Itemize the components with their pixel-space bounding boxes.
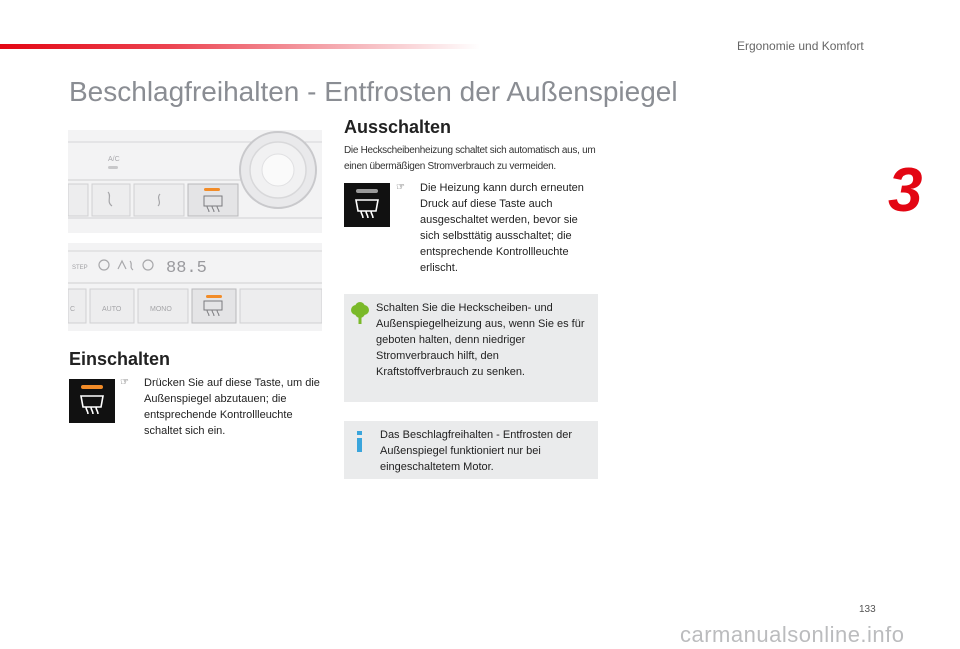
header-accent-bar xyxy=(0,44,480,49)
display-readout: 88.5 xyxy=(166,259,207,278)
ausschalten-heading: Ausschalten xyxy=(344,117,452,137)
info-icon xyxy=(350,429,370,455)
indicator-led-on xyxy=(81,385,103,389)
eco-tip-box xyxy=(344,294,598,402)
ausschalten-text: Die Heizung kann durch erneuten Druck auf diese Taste auch ausgeschaltet werden, bevor sie sich selbsttätig ausschaltet; die entsprechende Kontrollleuchte erlischt. xyxy=(420,182,584,274)
aux-label: STEP xyxy=(72,265,88,271)
bullet-arrow-icon: ☞ xyxy=(120,377,129,388)
section-label: Ergonomie und Komfort xyxy=(737,39,864,53)
ausschalten-instruction xyxy=(396,180,596,276)
climate-panel-photo-upper xyxy=(68,130,322,233)
tree-icon xyxy=(350,302,370,326)
defrost-button-on-icon xyxy=(69,379,115,423)
mirror-defrost-icon xyxy=(353,198,381,220)
auto-label: AUTO xyxy=(102,306,122,313)
ausschalten-intro: Die Heckscheibenheizung schaltet sich automatisch aus, um einen übermäßigen Stromverbrauch zu vermeiden. xyxy=(344,145,596,172)
einschalten-heading: Einschalten xyxy=(69,349,171,369)
left-label: C xyxy=(70,306,76,313)
watermark: carmanualsonline.info xyxy=(680,622,905,647)
defrost-button-off-icon xyxy=(344,183,390,227)
einschalten-text: Drücken Sie auf diese Taste, um die Außenspiegel abzutauen; die entsprechende Kontrollleuchte schaltet sich ein. xyxy=(144,377,320,437)
mirror-defrost-icon xyxy=(78,394,106,416)
mono-label: MONO xyxy=(150,306,172,313)
climate-panel-photo-lower xyxy=(68,243,322,331)
ac-label: A/C xyxy=(108,156,120,163)
info-box xyxy=(344,421,598,479)
eco-tip-text: Schalten Sie die Heckscheiben- und Außenspiegelheizung aus, wenn Sie es für geboten halten, denn niedriger Stromverbrauch hilft, den Kraftstoffverbrauch zu senken. xyxy=(376,302,585,378)
info-text: Das Beschlagfreihalten - Entfrosten der Außenspiegel funktioniert nur bei eingeschaltetem Motor. xyxy=(380,429,572,473)
chapter-number: 3 xyxy=(888,156,923,225)
bullet-arrow-icon: ☞ xyxy=(396,182,405,193)
einschalten-instruction xyxy=(120,375,320,439)
page-title: Beschlagfreihalten - Entfrosten der Außenspiegel xyxy=(69,76,678,107)
indicator-led-off xyxy=(356,189,378,193)
page-number: 133 xyxy=(859,604,876,615)
